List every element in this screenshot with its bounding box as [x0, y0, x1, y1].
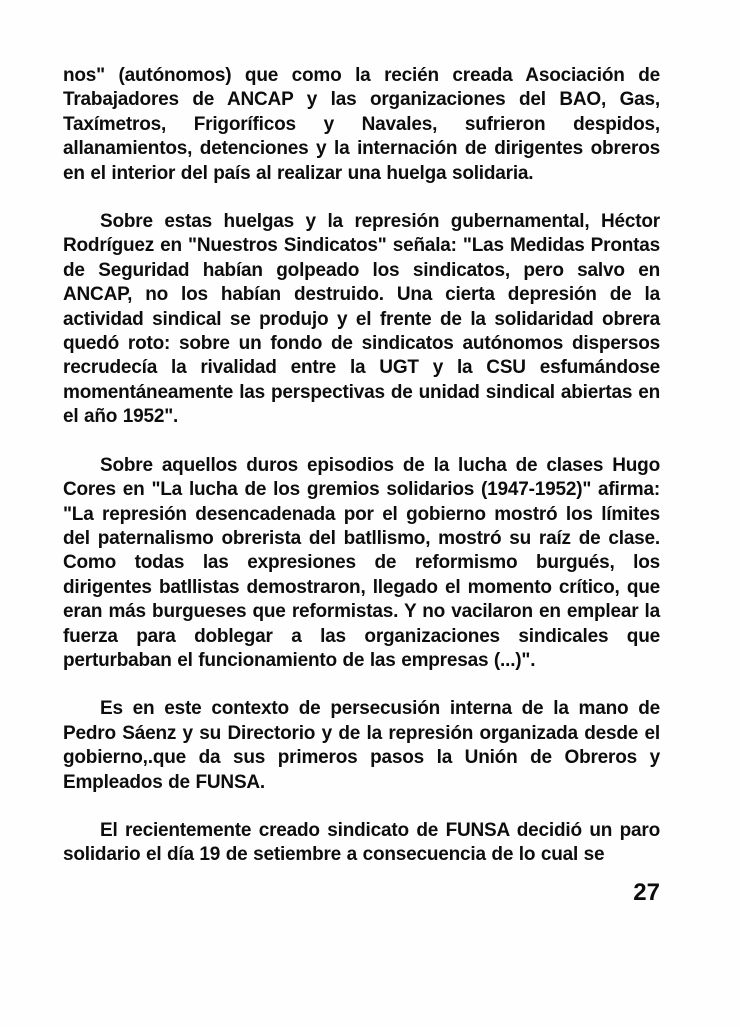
paragraph-contexto-funsa: Es en este contexto de persecusión interna de la mano de Pedro Sáenz y su Directorio y de la represión organizada desde el gobierno,.que da sus primeros pasos la Unión de Obreros y Empleados de FUNSA.	[63, 698, 660, 793]
paragraph-continuation: nos" (autónomos) que como la recién creada Asociación de Trabajadores de ANCAP y las organizaciones del BAO, Gas, Taxímetros, Frigoríficos y Navales, sufrieron despidos, allanamientos, detenciones y la internación de dirigentes obreros en el interior del país al realizar una huelga solidaria.	[63, 65, 660, 184]
paragraph-hugo-cores-cita: Sobre aquellos duros episodios de la lucha de clases Hugo Cores en "La lucha de los gremios solidarios (1947-1952)" afirma: "La represión desencadenada por el gobierno mostró los límites del paternalismo obrerista del batllismo, mostró su raíz de clase. Como todas las expresiones de reformismo burgués, los dirigentes batllistas demostraron, llegado el momento crítico, que eran más burgueses que reformistas. Y no vacilaron en emplear la fuerza para doblegar a las organizaciones sindicales que perturbaban el funcionamiento de las empresas (...)".	[63, 454, 660, 671]
page-number: 27	[633, 879, 660, 906]
body-text	[63, 64, 660, 868]
paragraph-huelgas-represion: Sobre estas huelgas y la represión gubernamental, Héctor Rodríguez en "Nuestros Sindicatos" señala: "Las Medidas Prontas de Seguridad habían golpeado los sindicatos, pero salvo en ANCAP, no los habían destruido. Una cierta depresión de la actividad sindical se produjo y el frente de la solidaridad obrera quedó roto: sobre un fondo de sindicatos autónomos dispersos recrudecía la rivalidad entre la UGT y la CSU esfumándose momentáneamente las perspectivas de unidad sindical abiertas en el año 1952".	[63, 211, 660, 428]
paragraph-paro-solidario: El recientemente creado sindicato de FUNSA decidió un paro solidario el día 19 de setiembre a consecuencia de lo cual se	[63, 819, 660, 866]
